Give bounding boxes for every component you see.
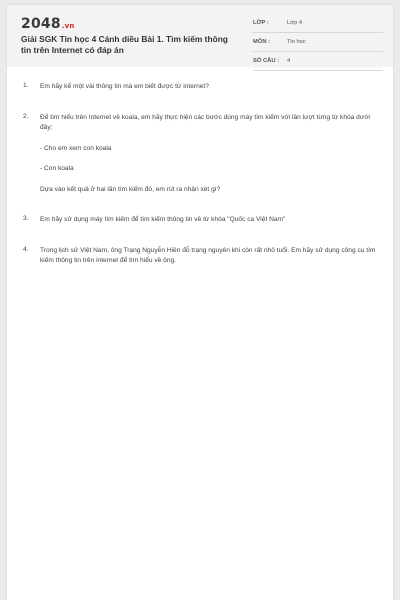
meta-row-grade [253,17,383,33]
question-text: Dựa vào kết quả ở hai lần tìm kiếm đó, em rút ra nhận xét gì? [40,185,221,193]
logo-main-text: 2048 [21,16,61,32]
question-item [23,215,379,226]
meta-label: MÔN : [253,39,271,45]
site-logo[interactable] [21,16,75,32]
meta-info [253,17,383,74]
keyword-item: - Cho em xem con koala [40,144,112,152]
question-number: 3. [23,215,29,222]
keyword-item: - Con koala [40,165,74,172]
meta-value: 4 [287,58,291,64]
document-title: Giải SGK Tin học 4 Cánh diều Bài 1. Tìm kiếm thông tin trên Internet có đáp án [21,34,228,55]
meta-label: LỚP : [253,20,269,26]
meta-value: Lớp 4 [287,20,303,26]
logo-suffix-text: .vn [61,22,75,30]
question-text: Trong lịch sử Việt Nam, ông Trạng Nguyễn Hiền đỗ trạng nguyên khi còn rất nhỏ tuổi. Em hãy sử dụng công cụ tìm kiếm thông tin trên internet để tìm hiểu về ông. [40,246,376,264]
question-text: Em hãy kể một vài thông tin mà em biết được từ internet? [40,83,209,90]
question-item [23,246,379,267]
worksheet-header [7,5,393,67]
question-number: 2. [23,112,29,120]
question-text: Em hãy sử dụng máy tìm kiếm để tìm kiếm thông tin về từ khóa "Quốc ca Việt Nam" [40,216,286,223]
worksheet-page [7,5,393,600]
meta-value: Tin học [287,39,306,45]
question-item [23,82,379,93]
question-number: 1. [23,82,29,89]
meta-row-subject [253,36,383,52]
question-text: Để tìm hiểu trên Internet về koala, em hãy thực hiện các bước dùng máy tìm kiếm với lần lượt từng từ khóa dưới đây: [40,113,371,131]
question-number: 4. [23,245,29,253]
meta-label: SỐ CÂU : [253,58,280,64]
meta-row-question-count [253,55,383,71]
question-item [23,113,379,196]
question-list [23,82,379,287]
